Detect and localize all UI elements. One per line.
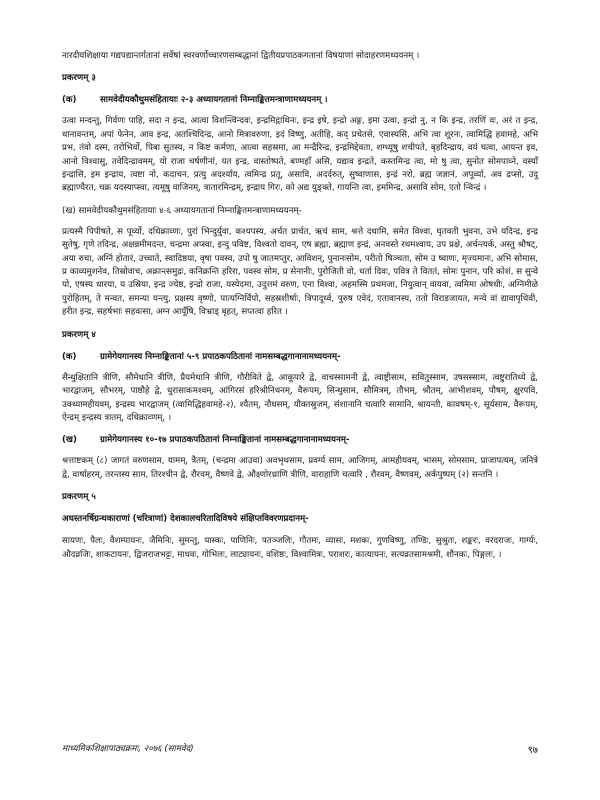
subsection-marker: (क) — [62, 351, 77, 362]
footer-title: माध्यमिकशिक्षापाठ्यक्रमः, २०७६ (सामवेद) — [62, 744, 194, 754]
page-footer — [62, 742, 538, 756]
subsection-title-text: सामवेदीयकौथुमसंहितायाः २-३ अध्यायगतानां निम्नाङ्कितमन्त्राणामध्ययनम् । — [100, 95, 328, 106]
subsection-title-text: सामवेदीयकौथुमसंहितायाः ४-६ अध्यायगतानां निम्नाङ्कितमन्त्राणामध्ययनम्- — [78, 205, 302, 216]
subsection-body-5: सायणः, पैलः, वैशम्पायनः, जैमिनिः, सुमन्तु, यास्कः, पाणिनिः, पतञ्जलिः, गौतमः, व्यासः, मशकः, गुणविष्णु, तण्डिः, सुश्रुतः, शङ्करः, वरदराजः, गार्ग्यः, औदव्रजिः, शाकटायनः, द्विजराजभट्टः, माधवः, गोभिलः, लाट्यायनः, वशिष्ठः, विश्वामित्रः, पराशरः, कात्यायनः, सत्यव्रतसामश्रमी, शौनकः, पिङ्गलः, । — [62, 536, 538, 560]
subsection-marker: (ख) — [62, 435, 77, 446]
subsection-body-4b: श्रत्ताष्टकम् (८) जागतं वरुणसाम, यामम्, त्रैतम्, (चन्द्रमा आउवा) अवभृथसाम, प्रवर्ग्य साम, आजिगम्, आमहीयवम्, भासम्, सोमसाम, प्राजापत्यम्, जनित्रे द्वे, वार्षाहरम्, तरन्तस्य साम, तिरश्चीन द्वे, रौरवम्, वैष्णवे द्वे, औक्ष्णोरध्राणि त्रीणि, वाराहाणि चत्वारि , रौरवम्, वैष्णवम्, अर्कपुष्पम् (२) सन्तनि । — [62, 456, 538, 480]
subsection-body-3a: उत्वा मन्दन्तु, गिर्वणः पाहि, सदा न इन्द्र, आत्वा विशन्त्विन्दवः, इन्द्रमिद्गाथिनः, इन्द्र इषे, इन्द्रो अङ्ग, इमा उत्वा, इन्द्रो नु, न कि इन्द्र, तरणिं वः, अरं त इन्द्र, धानावन्तम्, अपां फेनेन, आव इन्द्र, अतश्चिदिन्द्र, आनो मित्रावरुणा, इदं विष्णु, अतीहि, कद् प्रचेतसे, एवास्यसि, अभि त्वा शूरनः, त्वामिद्धि हवामहे, अभि प्रभ, तंवो दस्म, तरोभिर्वो, पिबा सुतस्य, न किष्ट कर्मणा, आत्वा सहस्रमा, आ मन्द्रैरिन्द्र, इन्द्रमिद्देवता, शग्ध्यूषु शचीपते, बृहदिन्द्राय, वयं घत्वा, आयन्त इव, आनो विश्वासु, तवेदिन्द्रावमम्, यो राजा चर्षणीनां, यत इन्द्र, वास्तोष्पते, बण्महाँ असि, यद्याव इन्द्रते, कस्तमिन्द्र त्वा, मो षु त्वा, सुनोत सोमपाव्ने, वस्याँ इन्द्रासि, इम इन्द्राय, त्वष्टा नो, कदाचन, प्रत्यु अदर्श्याय, त्वमिन्द्र प्रतू, असावि, अदर्दरुत्, सुष्वाणास, इन्द्रं नरो, ब्रह्म जज्ञानं, अपूर्व्या, अव द्रप्सो, उदु ब्रह्माण्यैरत, चक्र यदस्याप्स्वा, त्यमूषु वाजिनम्, त्रातारमिन्द्रम्, इन्द्राय गिरः, को अद्य युङ्क्ते, गायन्ति त्वा, इममिन्द्र, असावि सोम, एतो न्विन्द्रं । — [62, 116, 538, 194]
subsection-title-3b — [62, 205, 538, 218]
subsection-title-5: अधस्तनर्षिग्रन्थकाराणां (चरित्राणां) देशकालचरितादिविषये संक्षिप्तविवरणप्रदानम्- — [62, 514, 309, 525]
intro-paragraph: नारदीयशिक्षाया गद्यपद्यान्तर्गतानां सर्वेषां स्वरवर्णोच्चारणसम्बद्धानां द्वितीयप्रपाठकगतानां विषयाणां सोदाहरणमध्ययनम् । — [62, 51, 420, 61]
subsection-marker: (क) — [62, 95, 77, 106]
subsection-title-4a — [62, 351, 538, 364]
page-content — [62, 50, 538, 571]
subsection-title-text: ग्रामेगेयगानस्य निम्नाङ्कितानां ५-९ प्रपाठकपठितानां नामसम्बद्धगानानामध्ययनम्- — [100, 351, 341, 362]
subsection-body-3b: प्रत्यस्मै पिपीषते, स पूर्व्यो, दधिक्राव्णः, पुरां भिन्दुर्युवा, कश्यपस्य, अर्चत प्रार्चत, ऋचं साम, श्रत्ते दधामि, समेत विश्वा, घृतवती भुवना, उभे यदिन्द्र, इन्द्र सुतेषु, गृणे तदिन्द्र, अक्षन्नमीमदन्त, चन्द्रमा अप्स्वा, इन्दु पविष्ट, विश्वतो दावन्, एष ब्रह्मा, ब्रह्माण इन्द्रं, अनवस्ते रथमश्वाय, उप प्रक्षे, अर्चन्त्यर्क, अस्तु श्रौषट्, अया रुचा, अग्निं होतारं, उच्चाते, स्वादिष्ठया, वृषा पवस्व, उपो षु जातमप्तुर, आविशन्, पुनानःसोम, परीतो षिञ्चता, सोम उ ष्वाणः, मृज्यमानः, अभि सोमास, प्र काव्यमुशनेव, तिस्रोवाच, अक्रान्त्समुद्रः, कनिक्रन्ति हरिरा, पवस्व सोम, प्र सेनानीः, पुरोजिती वो, धर्ता दिवः, पवित्र ते विततं, सोमः पुनान, परि कोशं, स सुन्वे यो, एषस्य धारया, य उस्रिया, इन्द्र ज्येष्ठ, इन्द्रो राजा, यस्येदमा, उदुत्तमं वरुण, एना विश्वा, अहमस्मि प्रथमजा, नियुत्वान् वायवा, त्वमिमा ओषधीः, अग्निमीळे पुरोहितम्, ते मन्वत, समन्या यन्त्यु, प्रक्षस्य वृष्णो, पात्यग्निर्विपो, सहस्रशीर्षाः, त्रिपादूर्ध्व, पुरुष एवेदं, एतावानस्य, ततो विराडजायत, मन्ये वां द्यावापृथिवी, हरीत इन्द्र, सहर्षभाः सहवत्सा, अग्न आयूँषि, विभ्राड् बृहत्, सप्तत्वा हरित । — [62, 226, 538, 318]
subsection-marker: (ख) — [62, 205, 76, 216]
section-heading-4: प्रकरणम् ४ — [62, 329, 96, 340]
subsection-body-4a: सैन्धुक्षितानि त्रीणि, सौमेधानि त्रीणि, प्रैयमेधानि त्रीणि, गौरीविते द्वे, आकूपारे द्वे, वाचस्सामनी द्वे, त्वाष्ट्रीसाम, सवितुस्साम, उषसस्साम, त्वष्टुरातिथ्ये द्वे, भारद्वाजम्, सौभरम्, पाष्ठौहे द्वे, धुरासाकमश्वम्, आंगिरसं हरिश्रीनिधनम्, वैरूपम्, सिन्धुसाम, सौमित्रम्, तौभम्, श्रौतम्, आभीशवम्, पौषम्, क्षुरपवि, उक्थ्यामहीयवम्, इन्द्रस्य भारद्वाजम् (त्वामिद्धिहवामहे-२), श्यैतम्, नौधसम्, यौक्तस्रुजम्, संशानानि चत्वारि सामानि, श्रायन्ती, कावषम्-१, सूर्यसाम, वैरूपम्, ऐन्द्रम् इन्द्रस्य त्रातम्, दधिक्राव्णम्, । — [62, 372, 538, 423]
page-number: ९७ — [527, 745, 538, 756]
subsection-title-3a — [62, 94, 538, 107]
subsection-title-text: ग्रामेगेयगानस्य १०-१७ प्रपाठकपठितानां निम्नाङ्कितानां नामसम्बद्धगानानामध्ययनम्- — [100, 435, 350, 446]
subsection-title-4b — [62, 434, 538, 447]
section-heading-5: प्रकरणम् ५ — [62, 492, 96, 503]
section-heading-3: प्रकरणम् ३ — [62, 73, 96, 84]
